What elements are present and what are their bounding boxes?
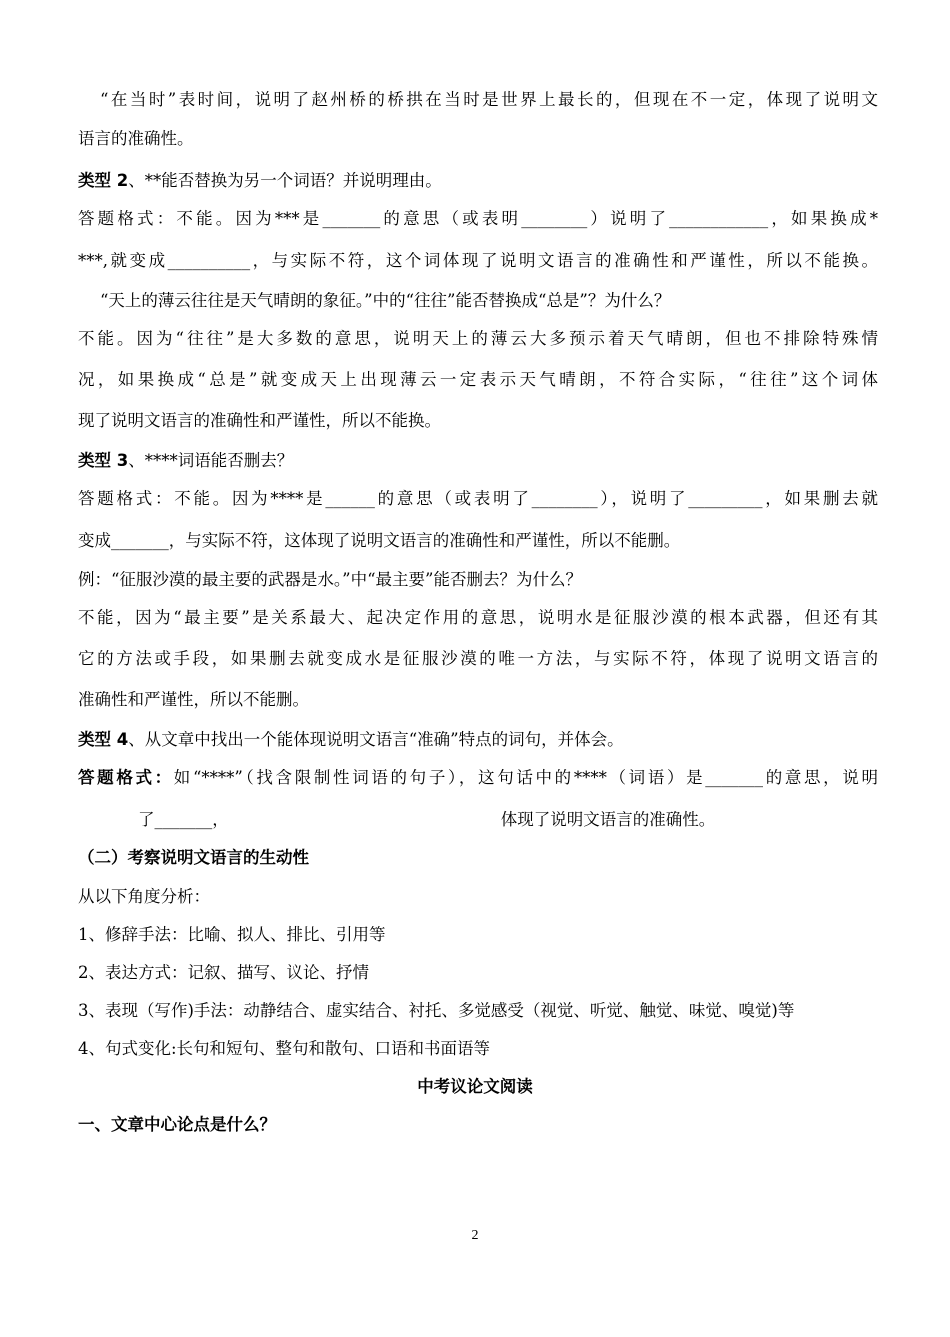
answer-format-text: 体现了说明文语言的准确性。 <box>500 810 716 829</box>
example-question: 例：“征服沙漠的最主要的武器是水。”中“最主要”能否删去？为什么？ <box>78 570 582 589</box>
answer-format-text: 了_______， <box>138 810 229 829</box>
chapter-title: 中考议论文阅读 <box>417 1077 533 1096</box>
paragraph-line: 从以下角度分析： <box>78 887 210 906</box>
list-item: 3、表现（写作)手法：动静结合、虚实结合、衬托、多觉感受（视觉、听觉、触觉、味觉、嗅觉)等 <box>78 1001 795 1020</box>
paragraph-line: “在当时”表时间，说明了赵州桥的桥拱在当时是世界上最长的，但现在不一定，体现了说明文 <box>100 90 878 109</box>
example-answer-line: 它的方法或手段，如果删去就变成水是征服沙漠的唯一方法，与实际不符，体现了说明文语言的 <box>78 649 878 668</box>
example-question: “天上的薄云往往是天气晴朗的象征。”中的“往往”能否替换成“总是”？为什么？ <box>100 291 671 310</box>
type-question: 、从文章中找出一个能体现说明文语言“准确”特点的词句，并体会。 <box>128 730 624 749</box>
section-heading: 一、文章中心论点是什么？ <box>78 1115 276 1134</box>
example-answer-line: 现了说明文语言的准确性和严谨性，所以不能换。 <box>78 411 441 430</box>
list-item: 4、句式变化:长句和短句、整句和散句、口语和书面语等 <box>78 1039 491 1058</box>
answer-format-line: ***,就变成__________，与实际不符，这个词体现了说明文语言的准确性和严谨性，所以不能换。 <box>78 251 878 270</box>
type-3-heading <box>78 450 878 472</box>
list-item: 2、表达方式：记叙、描写、议论、抒情 <box>78 963 369 982</box>
type-label: 类型 3 <box>78 451 129 470</box>
type-2-heading <box>78 170 878 192</box>
answer-format-line: 答题格式：不能。因为****是______的意思（或表明了________），说明了_________，如果删去就 <box>78 489 879 508</box>
answer-format-label: 答题格式： <box>78 768 174 787</box>
type-label: 类型 2 <box>78 171 129 190</box>
type-question: 、****词语能否删去？ <box>128 451 294 470</box>
answer-format-text: 如“****”（找含限制性词语的句子），这句话中的****（词语）是_______的意思，说明 <box>173 768 878 787</box>
paragraph-line: 语言的准确性。 <box>78 129 194 148</box>
example-answer-line: 不能，因为“最主要”是关系最大、起决定作用的意思，说明水是征服沙漠的根本武器，但还有其 <box>78 608 878 627</box>
list-item: 1、修辞手法：比喻、拟人、排比、引用等 <box>78 925 386 944</box>
example-answer-line: 准确性和严谨性，所以不能删。 <box>78 690 309 709</box>
type-4-heading <box>78 729 878 751</box>
type-label: 类型 4 <box>78 730 129 749</box>
answer-format-line <box>78 767 878 789</box>
answer-format-line <box>138 809 878 831</box>
example-answer-line: 不能。因为“往往”是大多数的意思，说明天上的薄云大多预示着天气晴朗，但也不排除特殊情 <box>78 329 878 348</box>
answer-format-line: 变成_______，与实际不符，这体现了说明文语言的准确性和严谨性，所以不能删。 <box>78 531 681 550</box>
page-number: 2 <box>471 1228 479 1243</box>
type-question: 、**能否替换为另一个词语？并说明理由。 <box>128 171 442 190</box>
answer-format-line: 答题格式：不能。因为***是_______的意思（或表明________）说明了____________，如果换成* <box>78 209 878 228</box>
section-heading: （二）考察说明文语言的生动性 <box>78 848 309 867</box>
example-answer-line: 况，如果换成“总是”就变成天上出现薄云一定表示天气晴朗，不符合实际，“往往”这个词体 <box>78 370 878 389</box>
